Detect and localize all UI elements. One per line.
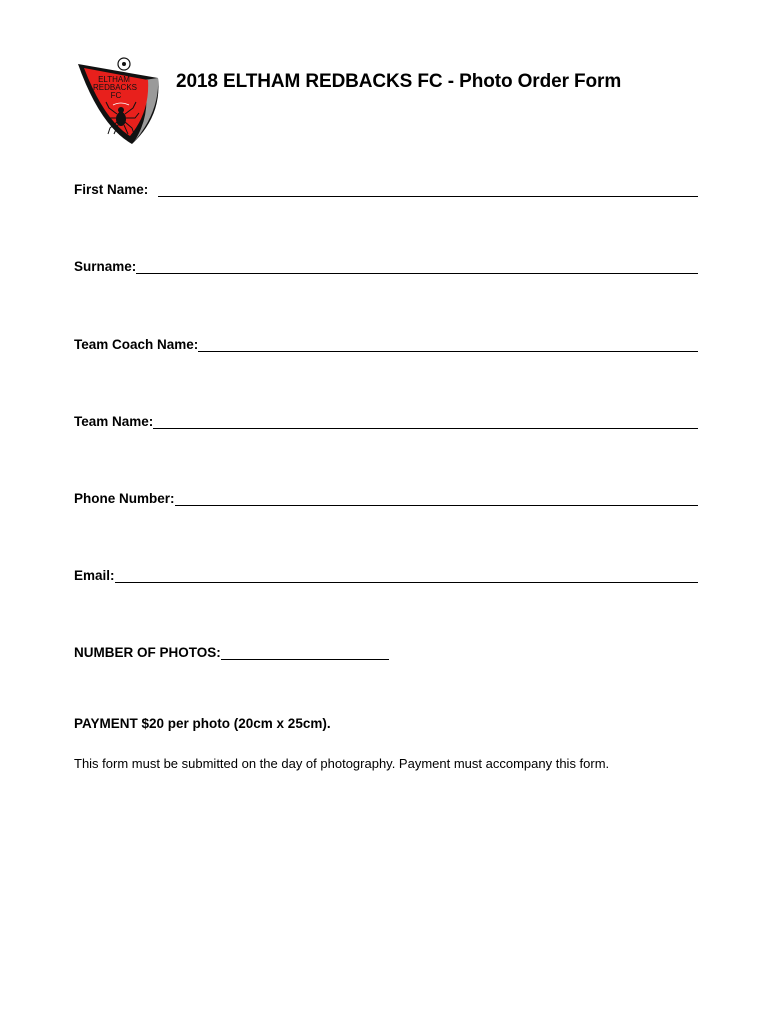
crest-svg [74, 56, 166, 148]
club-crest-logo [74, 56, 166, 148]
team-name-row [74, 407, 698, 431]
photos-row [74, 638, 389, 662]
email-row [74, 561, 698, 585]
payment-text: PAYMENT $20 per photo (20cm x 25cm). [74, 716, 331, 731]
team-name-field[interactable] [153, 412, 698, 429]
submission-note: This form must be submitted on the day of photography. Payment must accompany this form. [74, 756, 610, 771]
photos-label: NUMBER OF PHOTOS: [74, 645, 221, 660]
surname-row [74, 252, 698, 276]
phone-row [74, 484, 698, 508]
coach-name-field[interactable] [198, 335, 698, 352]
first-name-field[interactable] [158, 180, 698, 197]
ball-patch [122, 62, 126, 66]
crest-text-line3: FC [110, 91, 122, 100]
phone-label: Phone Number: [74, 491, 175, 506]
crest-text-line2: REDBACKS [92, 83, 138, 92]
coach-name-label: Team Coach Name: [74, 337, 199, 352]
coach-name-row [74, 330, 698, 354]
form-title: 2018 ELTHAM REDBACKS FC - Photo Order Form [176, 71, 622, 92]
crest-text-line1: ELTHAM [98, 75, 130, 84]
first-name-row [74, 175, 698, 199]
surname-label: Surname: [74, 259, 137, 274]
phone-field[interactable] [175, 489, 698, 506]
team-name-label: Team Name: [74, 414, 154, 429]
first-name-label: First Name: [74, 182, 149, 197]
surname-field[interactable] [136, 257, 698, 274]
photos-count-field[interactable] [221, 643, 389, 660]
email-field[interactable] [115, 566, 698, 583]
email-label: Email: [74, 568, 115, 583]
